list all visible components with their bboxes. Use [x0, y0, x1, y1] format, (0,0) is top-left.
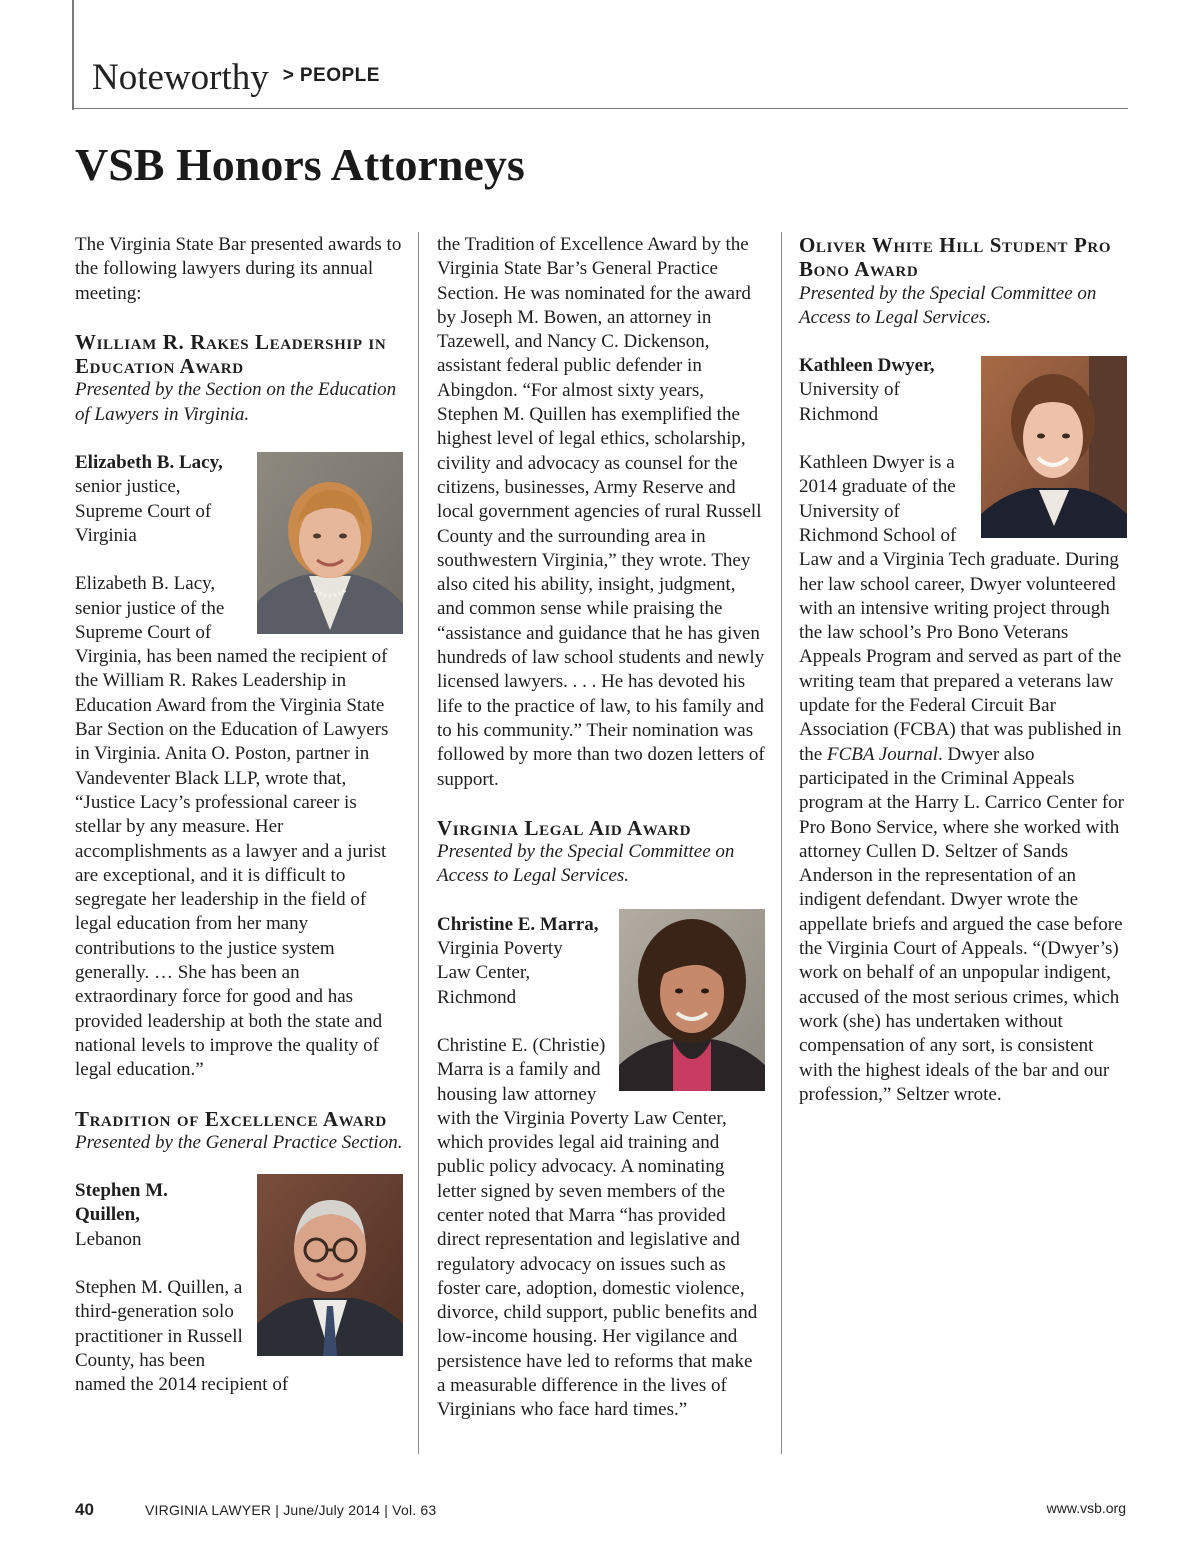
award-body-pro-bono	[799, 451, 1127, 1107]
column-rule-1	[418, 232, 419, 1454]
page-number: 40	[75, 1500, 94, 1519]
column-3	[799, 233, 1127, 1107]
photo-christine-marra	[619, 909, 765, 1091]
page-footer	[75, 1500, 1126, 1524]
recipient-name-marra: Christine E. Marra,	[437, 913, 599, 935]
portrait-image	[257, 1174, 403, 1356]
recipient-affiliation-marra-3: Richmond	[437, 986, 517, 1008]
column-2	[437, 233, 765, 1423]
portrait-image	[981, 356, 1127, 538]
website-link[interactable]: www.vsb.org	[1046, 1500, 1126, 1516]
publication-info: VIRGINIA LAWYER | June/July 2014 | Vol. 63	[145, 1502, 437, 1518]
award-presenter-rakes: Presented by the Section on the Education of Lawyers in Virginia.	[75, 379, 397, 425]
section-header	[92, 56, 380, 99]
award-body-legal-aid: Christine E. (Christie) Marra is a family and housing law attorney with the Virginia Poverty Law Center, which provides legal aid training and public policy advocacy. A nominating letter signed by seven members of the center noted that Marra “has provided direct representation and legislative and regulatory advocacy on issues such as foster care, adoption, domestic violence, divorce, child support, public benefits and low-income housing. Her vigilance and persistence have led to reforms that make a measurable difference in the lives of Virginians who face hard times.”	[437, 1034, 758, 1421]
award-presenter-pro-bono: Presented by the Special Committee on Access to Legal Services.	[799, 282, 1097, 328]
photo-kathleen-dwyer	[981, 356, 1127, 538]
photo-stephen-quillen	[257, 1174, 403, 1356]
intro-paragraph: The Virginia State Bar presented awards to the following lawyers during its annual meeting:	[75, 234, 402, 304]
header-horizontal-rule	[72, 108, 1128, 109]
award-body-tradition-continued: the Tradition of Excellence Award by the Virginia State Bar’s General Practice Section. He was nominated for the award by Joseph M. Bowen, an attorney in Tazewell, and Nancy C. Dickenson, assistant federal public defender in Abingdon. “For almost sixty years, Stephen M. Quillen has exemplified the highest level of legal ethics, scholarship, civility and advocacy as counsel for the citizens, businesses, Army Reserve and local government agencies of rural Russell County and the surrounding area in southwestern Virginia,” they wrote. They also cited his ability, insight, judgment, and common sense while praising the “assistance and guidance that he has given hundreds of law school students and newly licensed lawyers. . . . He has devoted his life to the practice of law, to his family and to his community.” Their nomination was followed by more than two dozen letters of support.	[437, 234, 765, 790]
award-title-legal-aid: Virginia Legal Aid Award	[437, 815, 692, 840]
award-body-tradition: Stephen M. Quillen, a third-generation solo practitioner in Russell County, has been named the 2014 recipient of	[75, 1276, 289, 1396]
section-subsection: PEOPLE	[299, 65, 380, 86]
recipient-name-quillen-2: Quillen,	[75, 1204, 140, 1226]
photo-elizabeth-lacy	[257, 452, 403, 634]
award-body-rakes: Elizabeth B. Lacy, senior justice of the Supreme Court of Virginia, has been named the recipient of the William R. Rakes Leadership in Education Award from the Virginia State Bar Section on the Education of Lawyers in Virginia. Anita O. Poston, partner in Vandeventer Black LLP, wrote that, “Justice Lacy’s professional career is stellar by any measure. Her accomplishments as a lawyer and a jurist are exceptional, and it is difficult to segregate her leadership in the field of legal education from her many contributions to the justice system generally. … She has been an extraordinary force for good and has provided leadership at both the state and national levels to improve the quality of legal education.”	[75, 573, 389, 1081]
column-1	[75, 233, 403, 1397]
recipient-affiliation-marra-2: Law Center,	[437, 962, 531, 984]
portrait-image	[619, 909, 765, 1091]
recipient-name-quillen: Stephen M.	[75, 1180, 168, 1202]
recipient-affiliation-lacy-2: Supreme Court of	[75, 500, 212, 522]
recipient-affiliation-dwyer-1: University of	[799, 379, 900, 401]
award-body-pro-bono-part2: . Dwyer also participated in the Criminal Appeals program at the Harry L. Carrico Center for Pro Bono Service, where she worked with attorney Cullen D. Seltzer of Sands Anderson in the representation of an indigent defendant. Dwyer wrote the appellate briefs and argued the case before the Virginia Court of Appeals. “(Dwyer’s) work on behalf of an unpopular indigent, accused of the most serious crimes, which work (she) has undertaken without compensation of any sort, is consistent with the highest ideals of the bar and our profession,” Seltzer wrote.	[799, 743, 1124, 1105]
recipient-affiliation-marra-1: Virginia Poverty	[437, 938, 563, 960]
award-title-pro-bono: Oliver White Hill Student Pro Bono Award	[799, 233, 1112, 282]
portrait-image	[257, 452, 403, 634]
section-name: Noteworthy	[92, 57, 269, 98]
page-title: VSB Honors Attorneys	[75, 139, 525, 190]
recipient-affiliation-dwyer-2: Richmond	[799, 403, 879, 425]
award-title-rakes: William R. Rakes Leadership in Education Award	[75, 329, 387, 379]
recipient-name-dwyer: Kathleen Dwyer,	[799, 355, 935, 377]
award-title-tradition: Tradition of Excellence Award	[75, 1106, 387, 1131]
column-rule-2	[781, 232, 782, 1454]
recipient-affiliation-lacy-1: senior justice,	[75, 476, 181, 498]
recipient-affiliation-lacy-3: Virginia	[75, 524, 137, 546]
award-presenter-legal-aid: Presented by the Special Committee on Access to Legal Services.	[437, 841, 735, 887]
recipient-affiliation-quillen: Lebanon	[75, 1228, 142, 1250]
award-body-pro-bono-part1: Kathleen Dwyer is a 2014 graduate of the University of Richmond School of Law and a Virginia Tech graduate. During her law school career, Dwyer volunteered with an intensive writing project through the law school’s Pro Bono Veterans Appeals Program and served as part of the writing team that prepared a veterans law update for the Federal Circuit Bar Association (FCBA) that was published in the	[799, 452, 1122, 765]
section-separator: >	[282, 65, 294, 86]
recipient-name-lacy: Elizabeth B. Lacy,	[75, 452, 223, 474]
award-presenter-tradition: Presented by the General Practice Section.	[75, 1131, 403, 1153]
journal-title: FCBA Journal	[826, 743, 938, 765]
header-vertical-rule	[72, 0, 74, 110]
